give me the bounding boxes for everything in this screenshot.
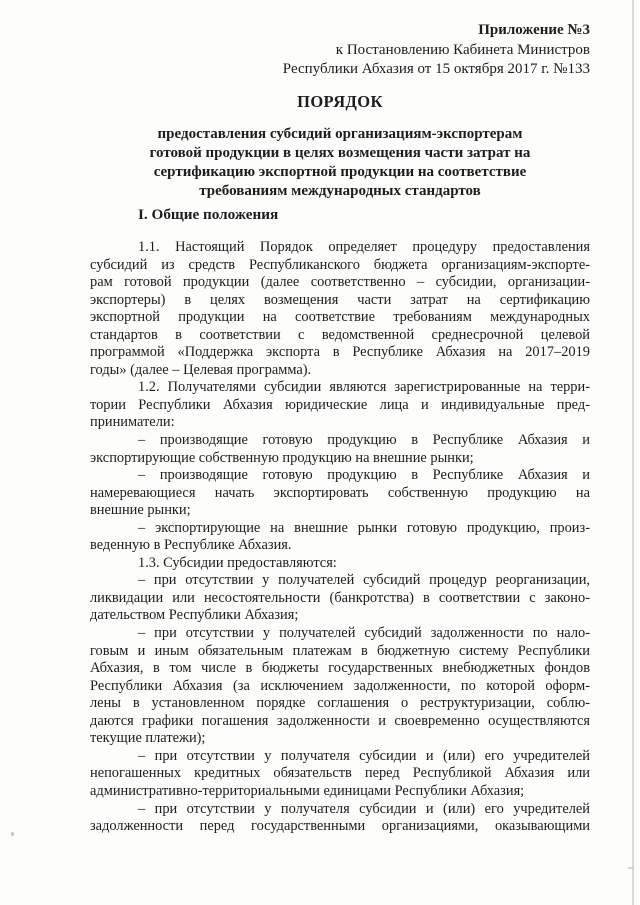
subtitle-line: готовой продукции в целях возмещения части затрат на bbox=[149, 145, 531, 161]
body-text-line: – при отсутствии у получателя субсидии и (или) его учредителей bbox=[138, 800, 590, 817]
subtitle-line: предоставления субсидий организациям-экспортерам bbox=[157, 126, 523, 142]
body-text-line: программой «Поддержка экспорта в Республике Абхазия на 2017–2019 bbox=[90, 344, 590, 361]
body-text-line: 1.2. Получателями субсидии являются зарегистрированные на терри- bbox=[138, 379, 590, 396]
document-title: ПОРЯДОК bbox=[297, 92, 383, 111]
body-text-line: веденную в Республике Абхазия. bbox=[90, 537, 292, 554]
body-text-line: – при отсутствии у получателей субсидий процедур реорганизации, bbox=[138, 572, 590, 589]
body-text-line: непогашенных кредитных обязательств перед Республикой Абхазия или bbox=[90, 765, 590, 782]
body-text-line: Абхазия, в том числе в бюджеты государственных внебюджетных фондов bbox=[90, 660, 590, 677]
body-text-line: задолженности перед государственными организациями, оказывающими bbox=[90, 818, 590, 835]
scan-edge-artifact bbox=[632, 0, 634, 905]
subtitle-line: сертификацию экспортной продукции на соответствие bbox=[153, 164, 527, 180]
header-resolution-line: к Постановлению Кабинета Министров bbox=[335, 41, 590, 58]
subtitle-line: требованиям международных стандартов bbox=[199, 183, 481, 199]
body-text-line: административно-территориальными единицами Республики Абхазия; bbox=[90, 782, 525, 799]
body-text-line: – производящие готовую продукцию в Республике Абхазия и bbox=[138, 432, 590, 449]
body-text-line: приниматели: bbox=[90, 414, 175, 431]
body-text-line: стандартов в соответствии с ведомственной среднесрочной целевой bbox=[90, 326, 590, 343]
body-text-line: 1.3. Субсидии предоставляются: bbox=[138, 554, 337, 571]
body-text-line: даются графики погашения задолженности и своевременно осуществляются bbox=[90, 712, 590, 729]
header-date-number-line: Республики Абхазия от 15 октября 2017 г. №133 bbox=[282, 61, 590, 77]
body-text-line: субсидий из средств Республиканского бюджета организациям-экспорте- bbox=[90, 256, 590, 273]
body-text-line: – при отсутствии у получателя субсидии и (или) его учредителей bbox=[138, 747, 590, 764]
document-subtitle bbox=[90, 125, 590, 201]
body-text-line: рам готовой продукции (далее соответственно – субсидии, организации- bbox=[90, 274, 590, 291]
body-text-line: – производящие готовую продукцию в Республике Абхазия и bbox=[138, 467, 590, 484]
body-text-line: – экспортирующие на внешние рынки готовую продукцию, произ- bbox=[138, 519, 590, 536]
annex-number: Приложение №3 bbox=[478, 22, 590, 38]
body-text-line: текущие платежи); bbox=[90, 730, 206, 747]
body-text-line: ликвидации или несостоятельности (банкротства) в соответствии с законо- bbox=[90, 589, 590, 606]
document-header bbox=[283, 21, 590, 80]
body-text-line: лены в установленном порядке соглашения о реструктуризации, соблю- bbox=[90, 695, 590, 712]
body-text-line: внешние рынки; bbox=[90, 502, 191, 519]
body-text-line: экспортирующие собственную продукцию на внешние рынки; bbox=[90, 449, 474, 466]
body-text-line: экспортной продукции на соответствие требованиям международных bbox=[90, 309, 590, 326]
body-text-line: намеревающиеся начать экспортировать собственную продукцию на bbox=[90, 484, 590, 501]
body-text-line: тории Республики Абхазия юридические лица и индивидуальные пред- bbox=[90, 396, 590, 413]
body-text-line: экспортеры) в целях возмещения части затрат на сертификацию bbox=[90, 291, 590, 308]
body-text-line: говым и иным обязательным платежам в бюджетную систему Республики bbox=[90, 642, 590, 659]
body-text-line: – при отсутствии у получателей субсидий задолженности по нало- bbox=[138, 625, 590, 642]
body-text-line: дательством Республики Абхазия; bbox=[90, 607, 299, 624]
scan-speckle bbox=[628, 867, 633, 869]
document-body bbox=[90, 239, 590, 836]
section-heading: I. Общие положения bbox=[138, 206, 279, 223]
body-text-line: 1.1. Настоящий Порядок определяет процедуру предоставления bbox=[138, 239, 590, 255]
body-text-line: Республики Абхазия (за исключением задолженности, по которой оформ- bbox=[90, 677, 590, 694]
body-text-line: годы» (далее – Целевая программа). bbox=[90, 361, 312, 378]
scan-speckle bbox=[11, 832, 14, 836]
